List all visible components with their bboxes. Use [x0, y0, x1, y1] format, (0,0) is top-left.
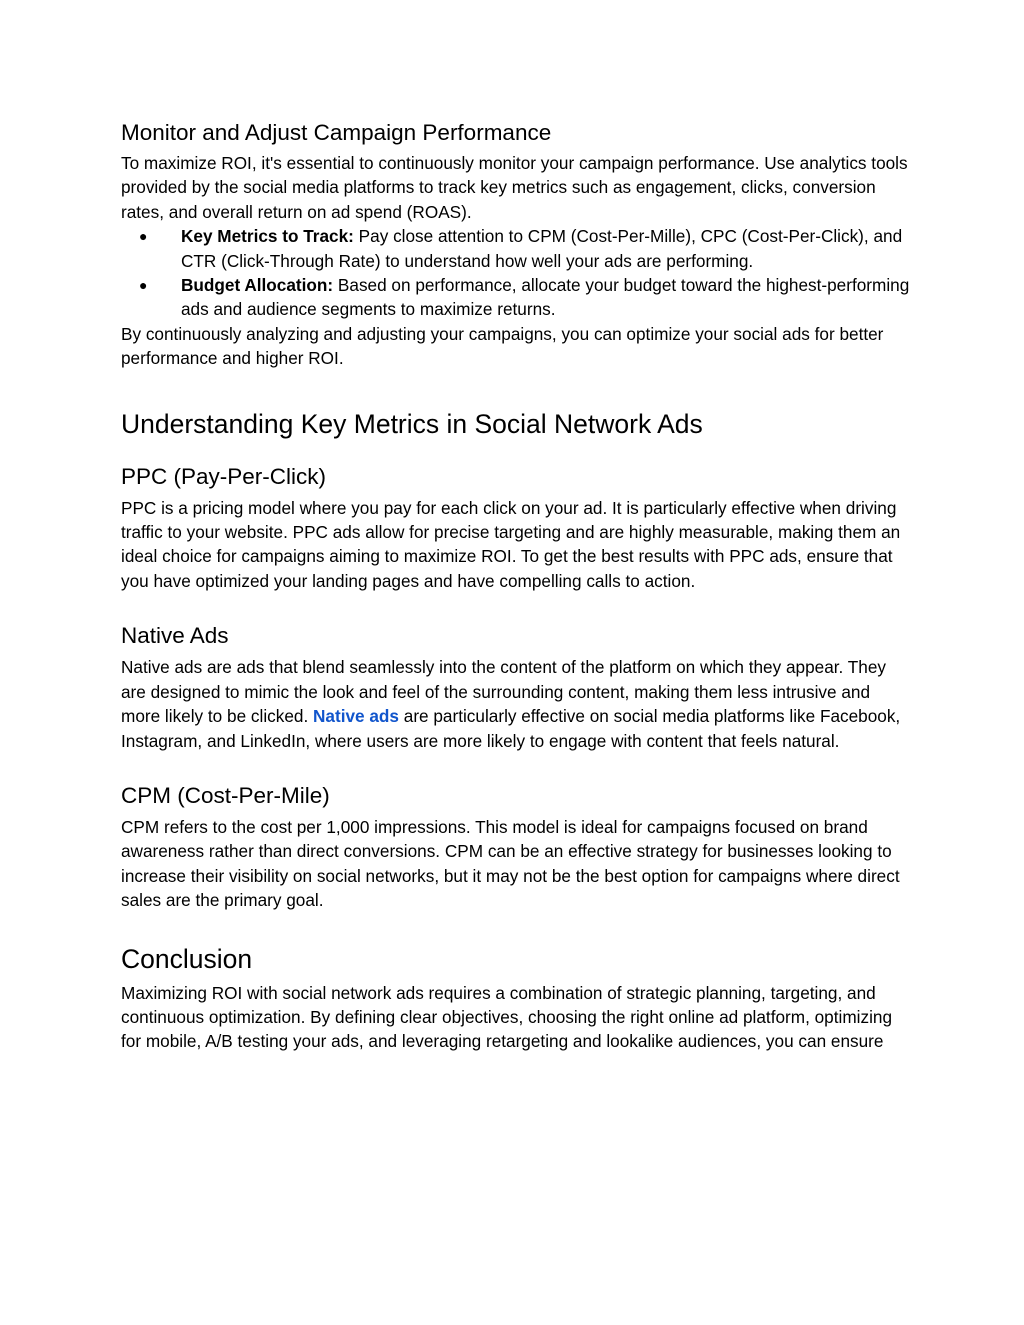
section-heading-conclusion: Conclusion — [121, 943, 253, 974]
bullet-marker: ● — [139, 228, 148, 245]
section-heading-key-metrics: Understanding Key Metrics in Social Network Ads — [121, 408, 703, 439]
cpm-paragraph: CPM refers to the cost per 1,000 impressions. This model is ideal for campaigns focused on brand awareness rather than direct conversions. CPM can be an effective strategy for businesses looking to increase their visibility on social networks, but it may not be the best option for campaigns where direct sales are the primary goal. — [121, 816, 900, 911]
conclusion-paragraph: Maximizing ROI with social network ads requires a combination of strategic planning, targeting, and continuous optimization. By defining clear objectives, choosing the right online ad platform, optimizing for mobile, A/B testing your ads, and leveraging retargeting and lookalike audiences, you can ensure — [121, 982, 893, 1052]
section-heading-native-ads: Native Ads — [121, 623, 229, 649]
list-item — [121, 273, 911, 322]
section-heading-cpm: CPM (Cost-Per-Mile) — [121, 782, 330, 808]
native-ads-paragraph — [121, 655, 911, 753]
native-text-before: Native ads are ads that blend seamlessly into the content of the platform on which they appear. They are designed to mimic the look and feel of the surrounding content, making them less intrusive and more likely to be clicked. — [121, 657, 886, 727]
ppc-paragraph: PPC is a pricing model where you pay for each click on your ad. It is particularly effective when driving traffic to your website. PPC ads allow for precise targeting and are highly measurable, making them an ideal choice for campaigns aiming to maximize ROI. To get the best results with PPC ads, ensure that you have optimized your landing pages and have compelling calls to action. — [121, 497, 901, 591]
bullet-text: Based on performance, allocate your budget toward the highest-performing ads and audience segments to maximize returns. — [181, 275, 910, 320]
bullet-label: Key Metrics to Track: — [181, 226, 354, 247]
section-heading-ppc: PPC (Pay-Per-Click) — [121, 463, 327, 489]
monitor-intro-paragraph: To maximize ROI, it's essential to continuously monitor your campaign performance. Use analytics tools provided by the social media platforms to track key metrics such as engagement, clicks, conversion rates, and overall return on ad spend (ROAS). — [121, 153, 908, 222]
bullet-label: Budget Allocation: — [181, 275, 334, 296]
list-item — [121, 224, 911, 273]
document-page — [121, 118, 911, 1054]
monitor-bullet-list — [121, 224, 911, 322]
section-heading-monitor: Monitor and Adjust Campaign Performance — [121, 120, 552, 145]
native-ads-link[interactable]: Native ads — [313, 706, 399, 727]
bullet-marker: ● — [139, 277, 148, 294]
bullet-text: Pay close attention to CPM (Cost-Per-Mille), CPC (Cost-Per-Click), and CTR (Click-Through Rate) to understand how well your ads are performing. — [181, 226, 903, 271]
monitor-outro-paragraph: By continuously analyzing and adjusting your campaigns, you can optimize your social ads for better performance and higher ROI. — [121, 323, 884, 369]
native-text-after: are particularly effective on social media platforms like Facebook, Instagram, and LinkedIn, where users are more likely to engage with content that feels natural. — [121, 706, 901, 751]
